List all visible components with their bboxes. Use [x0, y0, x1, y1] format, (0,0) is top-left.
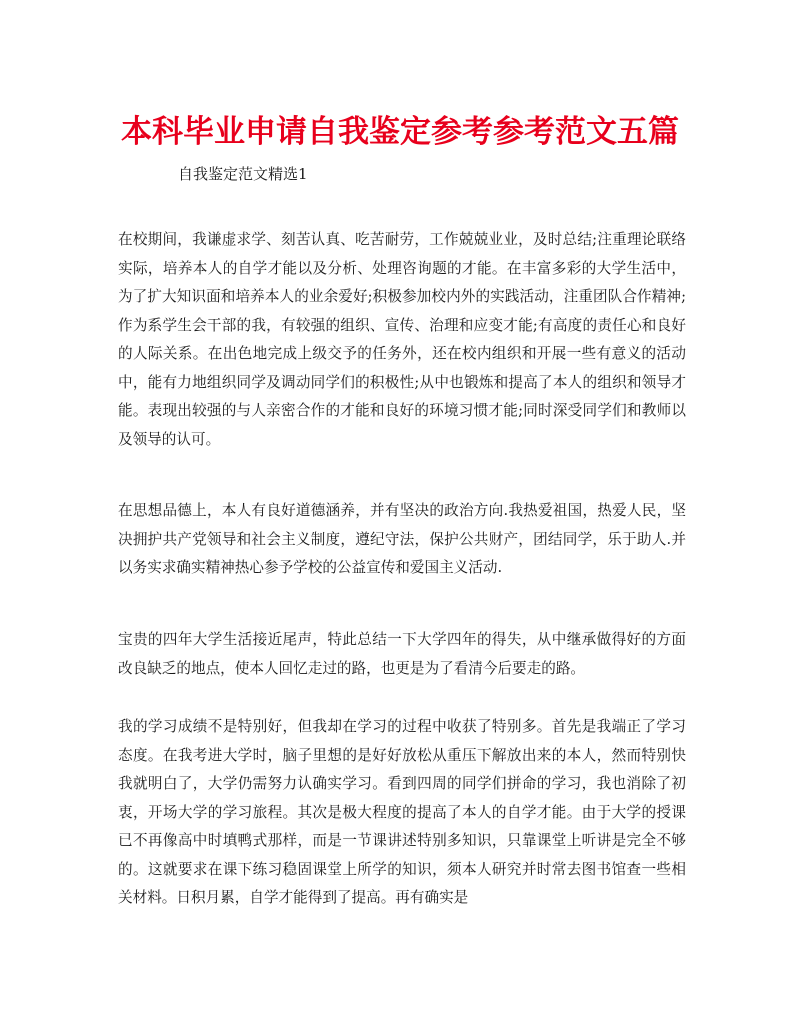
document-subtitle: 自我鉴定范文精选1: [178, 165, 308, 183]
document-title: 本科毕业申请自我鉴定参考参考范文五篇: [121, 114, 679, 150]
paragraph-ideology-morals: 在思想品德上，本人有良好道德涵养，并有坚决的政治方向.我热爱祖国，热爱人民，坚决拥护共产党领导和社会主义制度，遵纪守法，保护公共财产，团结同学，乐于助人.并以务实求确实精神热心参予学校的公益宣传和爱国主义活动.: [118, 502, 686, 576]
paragraph-campus-period: 在校期间，我谦虚求学、刻苦认真、吃苦耐劳，工作兢兢业业，及时总结;注重理论联络实际，培养本人的自学才能以及分析、处理咨询题的才能。在丰富多彩的大学生活中，为了扩大知识面和培养本人的业余爱好;积极参加校内外的实践活动，注重团队合作精神;作为系学生会干部的我，有较强的组织、宣传、治理和应变才能;有高度的责任心和良好的人际关系。在出色地完成上级交予的任务外，还在校内组织和开展一些有意义的活动中，能有力地组织同学及调动同学们的积极性;从中也锻炼和提高了本人的组织和领导才能。表现出较强的与人亲密合作的才能和良好的环境习惯才能;同时深受同学们和教师以及领导的认可。: [118, 231, 686, 448]
paragraph-summary-intro: 宝贵的四年大学生活接近尾声，特此总结一下大学四年的得失，从中继承做得好的方面改良缺乏的地点，使本人回忆走过的路，也更是为了看清今后要走的路。: [118, 631, 686, 677]
paragraph-study: 我的学习成绩不是特别好，但我却在学习的过程中收获了特别多。首先是我端正了学习态度。在我考进大学时，脑子里想的是好好放松从重压下解放出来的本人，然而特别快我就明白了，大学仍需努力认确实学习。看到四周的同学们拼命的学习，我也消除了初衷，开场大学的学习旅程。其次是极大程度的提高了本人的自学才能。由于大学的授课已不再像高中时填鸭式那样，而是一节课讲述特别多知识，只靠课堂上听讲是完全不够的。这就要求在课下练习稳固课堂上所学的知识，须本人研究并时常去图书馆查一些相关材料。日积月累，自学才能得到了提高。再有确实是: [118, 718, 686, 906]
